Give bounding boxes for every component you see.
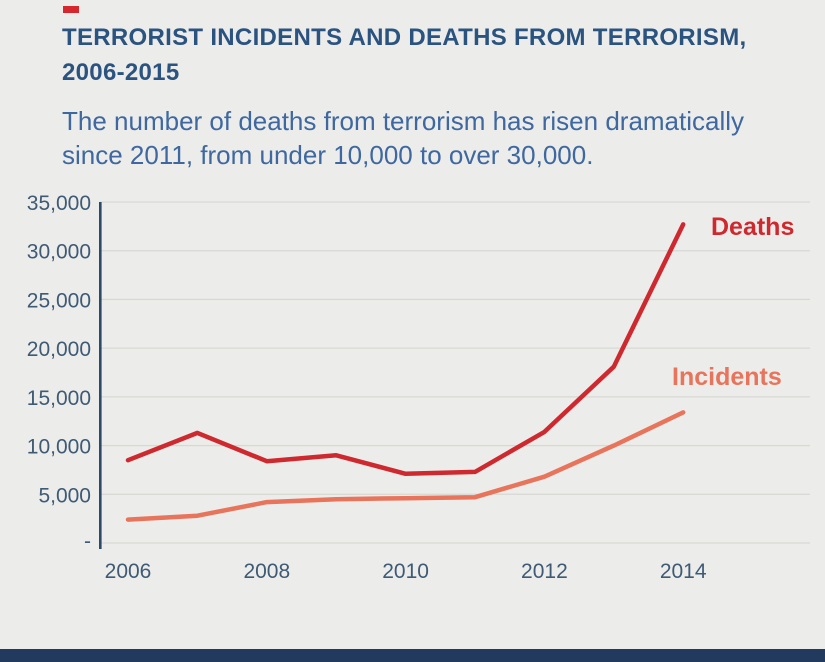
x-tick-label: 2014 [659, 560, 707, 583]
chart-subtitle-line2: since 2011, from under 10,000 to over 30,000. [62, 140, 594, 170]
chart-subtitle-line1: The number of deaths from terrorism has risen dramatically [62, 106, 745, 136]
y-tick-label: 20,000 [26, 338, 91, 362]
footer-bar [0, 649, 825, 662]
y-tick-label: 35,000 [26, 192, 91, 215]
line-chart [0, 185, 825, 605]
y-tick-label: 30,000 [26, 240, 91, 264]
x-tick-label: 2012 [521, 560, 568, 583]
accent-dash [63, 6, 79, 13]
incidents-line [128, 412, 683, 519]
chart-title-line1: TERRORIST INCIDENTS AND DEATHS FROM TERRORISM, [62, 24, 747, 51]
chart-area [0, 185, 825, 605]
deaths-series-label: Deaths [711, 213, 795, 241]
chart-subtitle [62, 104, 822, 172]
y-tick-label: - [84, 530, 91, 553]
x-tick-label: 2008 [243, 560, 291, 583]
deaths-line [128, 224, 683, 473]
x-tick-label: 2006 [104, 560, 152, 583]
y-tick-label: 5,000 [38, 484, 91, 508]
y-tick-label: 15,000 [26, 386, 91, 410]
y-tick-label: 10,000 [26, 435, 91, 459]
y-tick-label: 25,000 [26, 289, 91, 313]
incidents-series-label: Incidents [672, 363, 782, 391]
chart-header [62, 20, 822, 172]
x-tick-label: 2010 [382, 560, 429, 583]
chart-title-line2: 2006-2015 [62, 59, 180, 86]
y-axis-spine [99, 202, 102, 549]
chart-title [62, 20, 822, 90]
